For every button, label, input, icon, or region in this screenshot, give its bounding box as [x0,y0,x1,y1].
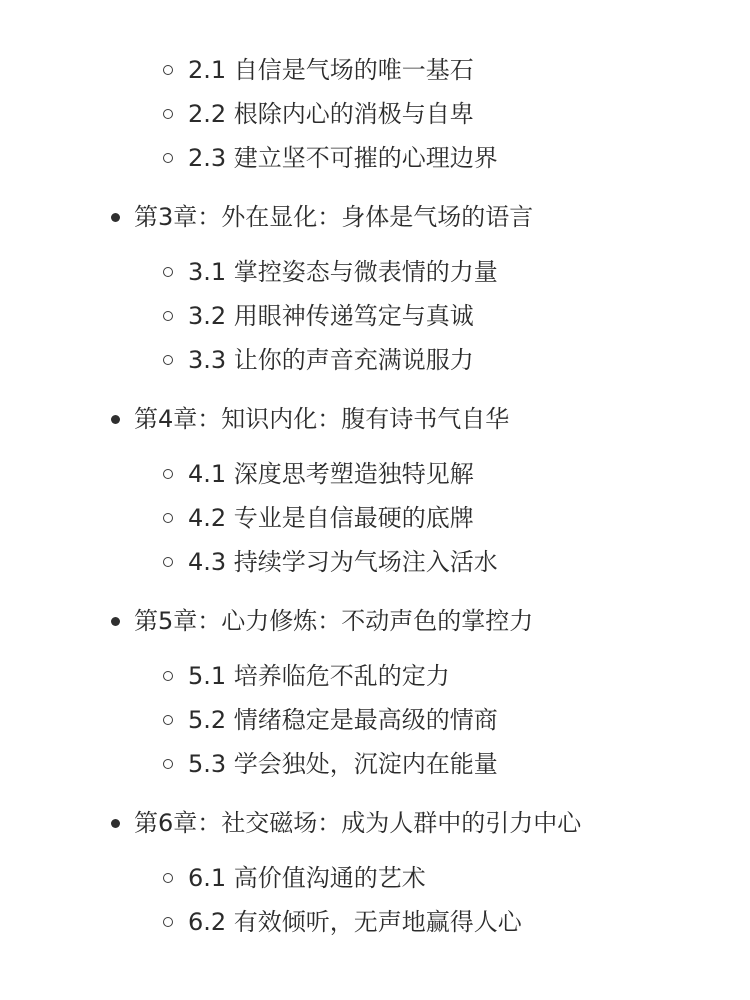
hollow-bullet-icon [163,153,173,163]
list-item-section [0,654,750,698]
chapter-title: 第4章：知识内化：腹有诗书气自华 [134,405,510,433]
list-item-section [0,136,750,180]
section-label: 3.2 用眼神传递笃定与真诚 [188,302,474,330]
section-list [0,856,750,944]
list-item-section [0,698,750,742]
hollow-bullet-icon [163,311,173,321]
list-item-section [0,496,750,540]
section-list [0,250,750,382]
section-list [0,654,750,786]
section-label: 2.3 建立坚不可摧的心理边界 [188,144,498,172]
section-label: 5.2 情绪稳定是最高级的情商 [188,706,498,734]
chapter-list [0,194,750,944]
section-label: 3.1 掌控姿态与微表情的力量 [188,258,498,286]
chapter-title: 第3章：外在显化：身体是气场的语言 [134,203,534,231]
chapter-2-section-list [0,0,750,180]
section-label: 4.3 持续学习为气场注入活水 [188,548,498,576]
chapter-title: 第5章：心力修炼：不动声色的掌控力 [134,607,534,635]
section-label: 6.1 高价值沟通的艺术 [188,864,426,892]
list-item-section [0,338,750,382]
chapter-item [0,194,750,382]
hollow-bullet-icon [163,513,173,523]
hollow-bullet-icon [163,109,173,119]
chapter-title: 第6章：社交磁场：成为人群中的引力中心 [134,809,582,837]
list-item-section [0,742,750,786]
list-item-section [0,540,750,584]
list-item-section [0,294,750,338]
hollow-bullet-icon [163,65,173,75]
list-item-section [0,900,750,944]
filled-bullet-icon [111,415,120,424]
hollow-bullet-icon [163,671,173,681]
section-list [0,452,750,584]
chapter-heading [0,598,750,644]
hollow-bullet-icon [163,715,173,725]
hollow-bullet-icon [163,355,173,365]
chapter-item [0,800,750,944]
list-item-section [0,856,750,900]
hollow-bullet-icon [163,267,173,277]
chapter-heading [0,194,750,240]
hollow-bullet-icon [163,557,173,567]
chapter-heading [0,800,750,846]
list-item-section [0,250,750,294]
hollow-bullet-icon [163,873,173,883]
filled-bullet-icon [111,213,120,222]
chapter-item [0,396,750,584]
section-label: 4.1 深度思考塑造独特见解 [188,460,474,488]
filled-bullet-icon [111,617,120,626]
filled-bullet-icon [111,819,120,828]
hollow-bullet-icon [163,759,173,769]
section-label: 3.3 让你的声音充满说服力 [188,346,474,374]
hollow-bullet-icon [163,469,173,479]
chapter-item [0,598,750,786]
section-label: 5.3 学会独处，沉淀内在能量 [188,750,498,778]
hollow-bullet-icon [163,917,173,927]
section-label: 4.2 专业是自信最硬的底牌 [188,504,474,532]
section-label: 2.1 自信是气场的唯一基石 [188,56,474,84]
list-item-section [0,48,750,92]
section-label: 2.2 根除内心的消极与自卑 [188,100,474,128]
section-label: 5.1 培养临危不乱的定力 [188,662,450,690]
section-label: 6.2 有效倾听，无声地赢得人心 [188,908,522,936]
chapter-heading [0,396,750,442]
list-item-section [0,452,750,496]
list-item-section [0,92,750,136]
